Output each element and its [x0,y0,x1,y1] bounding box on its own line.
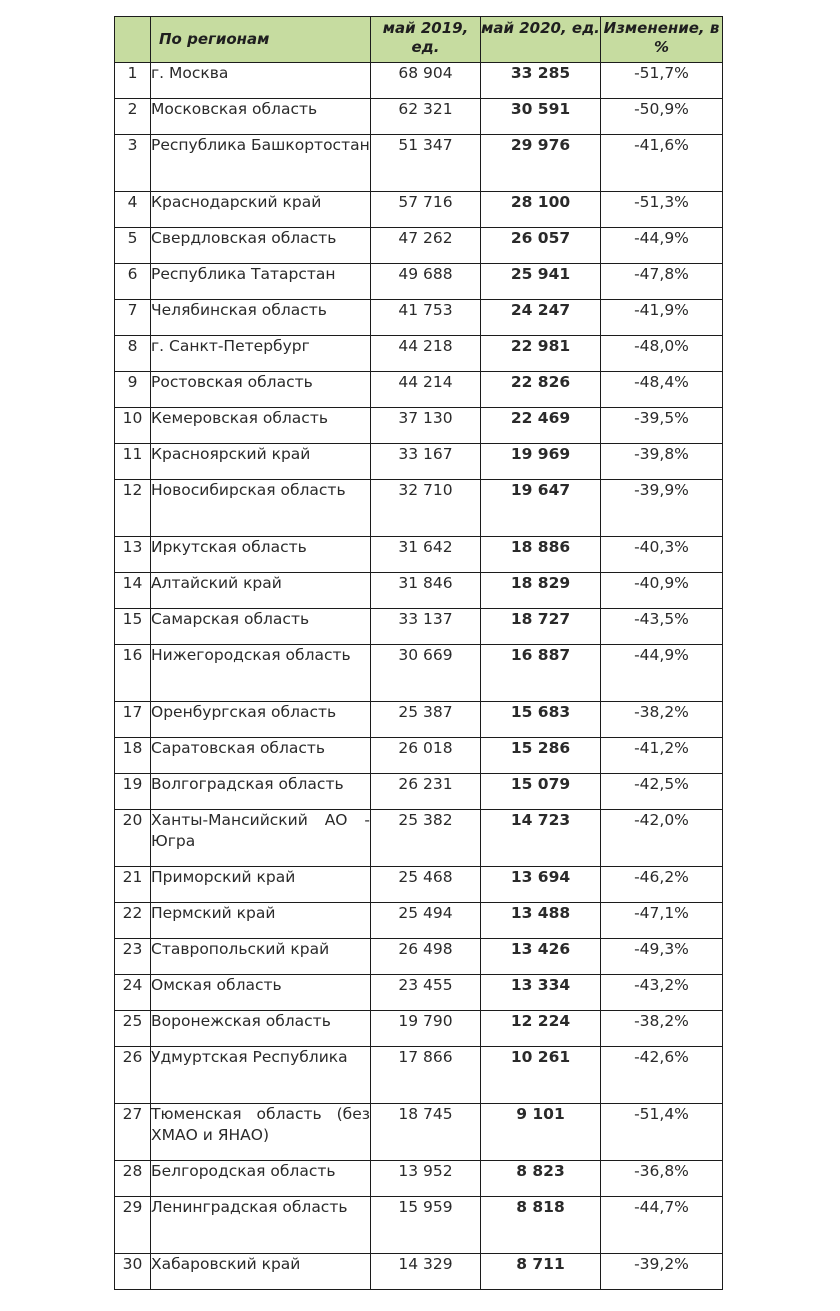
value-may-2019: 26 498 [371,939,481,975]
value-may-2019: 37 130 [371,408,481,444]
table-row [115,975,723,1011]
table-row [115,1104,723,1161]
row-number: 13 [115,537,151,573]
region-name: Удмуртская Республика [151,1047,371,1104]
row-number: 10 [115,408,151,444]
value-may-2020: 8 823 [481,1161,601,1197]
row-number: 28 [115,1161,151,1197]
table-row [115,738,723,774]
value-may-2020: 13 488 [481,903,601,939]
header-region: По регионам [151,17,371,63]
table-row [115,1197,723,1254]
change-percent: -41,6% [601,135,723,192]
region-name: Хабаровский край [151,1254,371,1290]
value-may-2020: 15 286 [481,738,601,774]
change-percent: -39,5% [601,408,723,444]
row-number: 22 [115,903,151,939]
region-name: г. Санкт-Петербург [151,336,371,372]
change-percent: -48,0% [601,336,723,372]
value-may-2020: 25 941 [481,264,601,300]
table-row [115,1011,723,1047]
region-name: Челябинская область [151,300,371,336]
change-percent: -44,9% [601,645,723,702]
change-percent: -44,7% [601,1197,723,1254]
value-may-2019: 47 262 [371,228,481,264]
table-row [115,573,723,609]
value-may-2020: 18 727 [481,609,601,645]
region-name: Красноярский край [151,444,371,480]
value-may-2020: 22 469 [481,408,601,444]
change-percent: -40,3% [601,537,723,573]
row-number: 24 [115,975,151,1011]
table-row [115,810,723,867]
table-row [115,867,723,903]
value-may-2019: 15 959 [371,1197,481,1254]
region-name: Алтайский край [151,573,371,609]
region-name: Воронежская область [151,1011,371,1047]
region-name: Волгоградская область [151,774,371,810]
row-number: 25 [115,1011,151,1047]
change-percent: -39,9% [601,480,723,537]
change-percent: -43,5% [601,609,723,645]
row-number: 5 [115,228,151,264]
value-may-2019: 32 710 [371,480,481,537]
change-percent: -51,3% [601,192,723,228]
row-number: 12 [115,480,151,537]
value-may-2019: 49 688 [371,264,481,300]
value-may-2019: 33 167 [371,444,481,480]
row-number: 15 [115,609,151,645]
value-may-2020: 10 261 [481,1047,601,1104]
value-may-2020: 13 426 [481,939,601,975]
row-number: 27 [115,1104,151,1161]
row-number: 18 [115,738,151,774]
region-name: Ханты-Мансийский АО - Югра [151,810,371,867]
row-number: 19 [115,774,151,810]
value-may-2019: 26 018 [371,738,481,774]
change-percent: -47,8% [601,264,723,300]
value-may-2019: 18 745 [371,1104,481,1161]
region-name: Нижегородская область [151,645,371,702]
row-number: 3 [115,135,151,192]
region-name: Ростовская область [151,372,371,408]
region-name: Республика Башкортостан [151,135,371,192]
value-may-2019: 14 329 [371,1254,481,1290]
change-percent: -42,6% [601,1047,723,1104]
value-may-2020: 33 285 [481,63,601,99]
change-percent: -46,2% [601,867,723,903]
table-row [115,480,723,537]
change-percent: -47,1% [601,903,723,939]
value-may-2020: 15 683 [481,702,601,738]
value-may-2019: 25 387 [371,702,481,738]
table-row [115,192,723,228]
change-percent: -39,8% [601,444,723,480]
value-may-2020: 8 711 [481,1254,601,1290]
table-row [115,903,723,939]
row-number: 26 [115,1047,151,1104]
table-row [115,1254,723,1290]
region-name: Свердловская область [151,228,371,264]
value-may-2020: 12 224 [481,1011,601,1047]
table-row [115,99,723,135]
header-may-2020: май 2020, ед. [481,17,601,63]
table-row [115,1047,723,1104]
header-may-2019: май 2019, ед. [371,17,481,63]
row-number: 1 [115,63,151,99]
value-may-2019: 62 321 [371,99,481,135]
value-may-2020: 16 887 [481,645,601,702]
table-row [115,228,723,264]
region-name: г. Москва [151,63,371,99]
value-may-2020: 22 981 [481,336,601,372]
region-name: Ленинградская область [151,1197,371,1254]
regions-table [114,16,723,1290]
row-number: 7 [115,300,151,336]
table-row [115,372,723,408]
region-name: Саратовская область [151,738,371,774]
value-may-2019: 33 137 [371,609,481,645]
change-percent: -42,5% [601,774,723,810]
region-name: Иркутская область [151,537,371,573]
value-may-2020: 8 818 [481,1197,601,1254]
region-name: Приморский край [151,867,371,903]
value-may-2019: 31 642 [371,537,481,573]
change-percent: -44,9% [601,228,723,264]
change-percent: -41,2% [601,738,723,774]
table-row [115,63,723,99]
change-percent: -41,9% [601,300,723,336]
change-percent: -38,2% [601,702,723,738]
value-may-2019: 19 790 [371,1011,481,1047]
change-percent: -51,4% [601,1104,723,1161]
value-may-2020: 18 886 [481,537,601,573]
table-row [115,537,723,573]
row-number: 23 [115,939,151,975]
value-may-2019: 44 214 [371,372,481,408]
row-number: 6 [115,264,151,300]
table-row [115,336,723,372]
row-number: 20 [115,810,151,867]
table-row [115,300,723,336]
row-number: 30 [115,1254,151,1290]
value-may-2020: 18 829 [481,573,601,609]
row-number: 2 [115,99,151,135]
value-may-2019: 17 866 [371,1047,481,1104]
region-name: Московская область [151,99,371,135]
region-name: Кемеровская область [151,408,371,444]
row-number: 14 [115,573,151,609]
table-row [115,135,723,192]
change-percent: -40,9% [601,573,723,609]
row-number: 11 [115,444,151,480]
value-may-2019: 30 669 [371,645,481,702]
value-may-2020: 30 591 [481,99,601,135]
value-may-2020: 29 976 [481,135,601,192]
change-percent: -48,4% [601,372,723,408]
row-number: 9 [115,372,151,408]
change-percent: -51,7% [601,63,723,99]
value-may-2020: 22 826 [481,372,601,408]
row-number: 4 [115,192,151,228]
value-may-2019: 68 904 [371,63,481,99]
value-may-2019: 23 455 [371,975,481,1011]
value-may-2020: 13 334 [481,975,601,1011]
value-may-2019: 25 494 [371,903,481,939]
table-row [115,609,723,645]
region-name: Оренбургская область [151,702,371,738]
change-percent: -43,2% [601,975,723,1011]
value-may-2020: 19 969 [481,444,601,480]
value-may-2019: 31 846 [371,573,481,609]
value-may-2019: 25 468 [371,867,481,903]
change-percent: -49,3% [601,939,723,975]
table-row [115,408,723,444]
region-name: Республика Татарстан [151,264,371,300]
value-may-2020: 24 247 [481,300,601,336]
change-percent: -38,2% [601,1011,723,1047]
value-may-2019: 41 753 [371,300,481,336]
region-name: Омская область [151,975,371,1011]
row-number: 16 [115,645,151,702]
region-name: Пермский край [151,903,371,939]
change-percent: -36,8% [601,1161,723,1197]
region-name: Новосибирская область [151,480,371,537]
change-percent: -50,9% [601,99,723,135]
value-may-2020: 14 723 [481,810,601,867]
table-row [115,774,723,810]
table-row [115,1161,723,1197]
value-may-2019: 13 952 [371,1161,481,1197]
header-change: Изменение, в % [601,17,723,63]
table-row [115,702,723,738]
value-may-2020: 15 079 [481,774,601,810]
value-may-2020: 19 647 [481,480,601,537]
table-row [115,939,723,975]
row-number: 8 [115,336,151,372]
value-may-2019: 25 382 [371,810,481,867]
value-may-2020: 26 057 [481,228,601,264]
value-may-2019: 51 347 [371,135,481,192]
table-row [115,645,723,702]
row-number: 21 [115,867,151,903]
value-may-2019: 26 231 [371,774,481,810]
value-may-2020: 13 694 [481,867,601,903]
value-may-2019: 44 218 [371,336,481,372]
table-row [115,444,723,480]
value-may-2020: 28 100 [481,192,601,228]
row-number: 17 [115,702,151,738]
table-row [115,264,723,300]
region-name: Краснодарский край [151,192,371,228]
value-may-2019: 57 716 [371,192,481,228]
row-number: 29 [115,1197,151,1254]
region-name: Самарская область [151,609,371,645]
region-name: Белгородская область [151,1161,371,1197]
table-header-row [115,17,723,63]
change-percent: -42,0% [601,810,723,867]
value-may-2020: 9 101 [481,1104,601,1161]
region-name: Ставропольский край [151,939,371,975]
header-number [115,17,151,63]
region-name: Тюменская область (без ХМАО и ЯНАО) [151,1104,371,1161]
change-percent: -39,2% [601,1254,723,1290]
